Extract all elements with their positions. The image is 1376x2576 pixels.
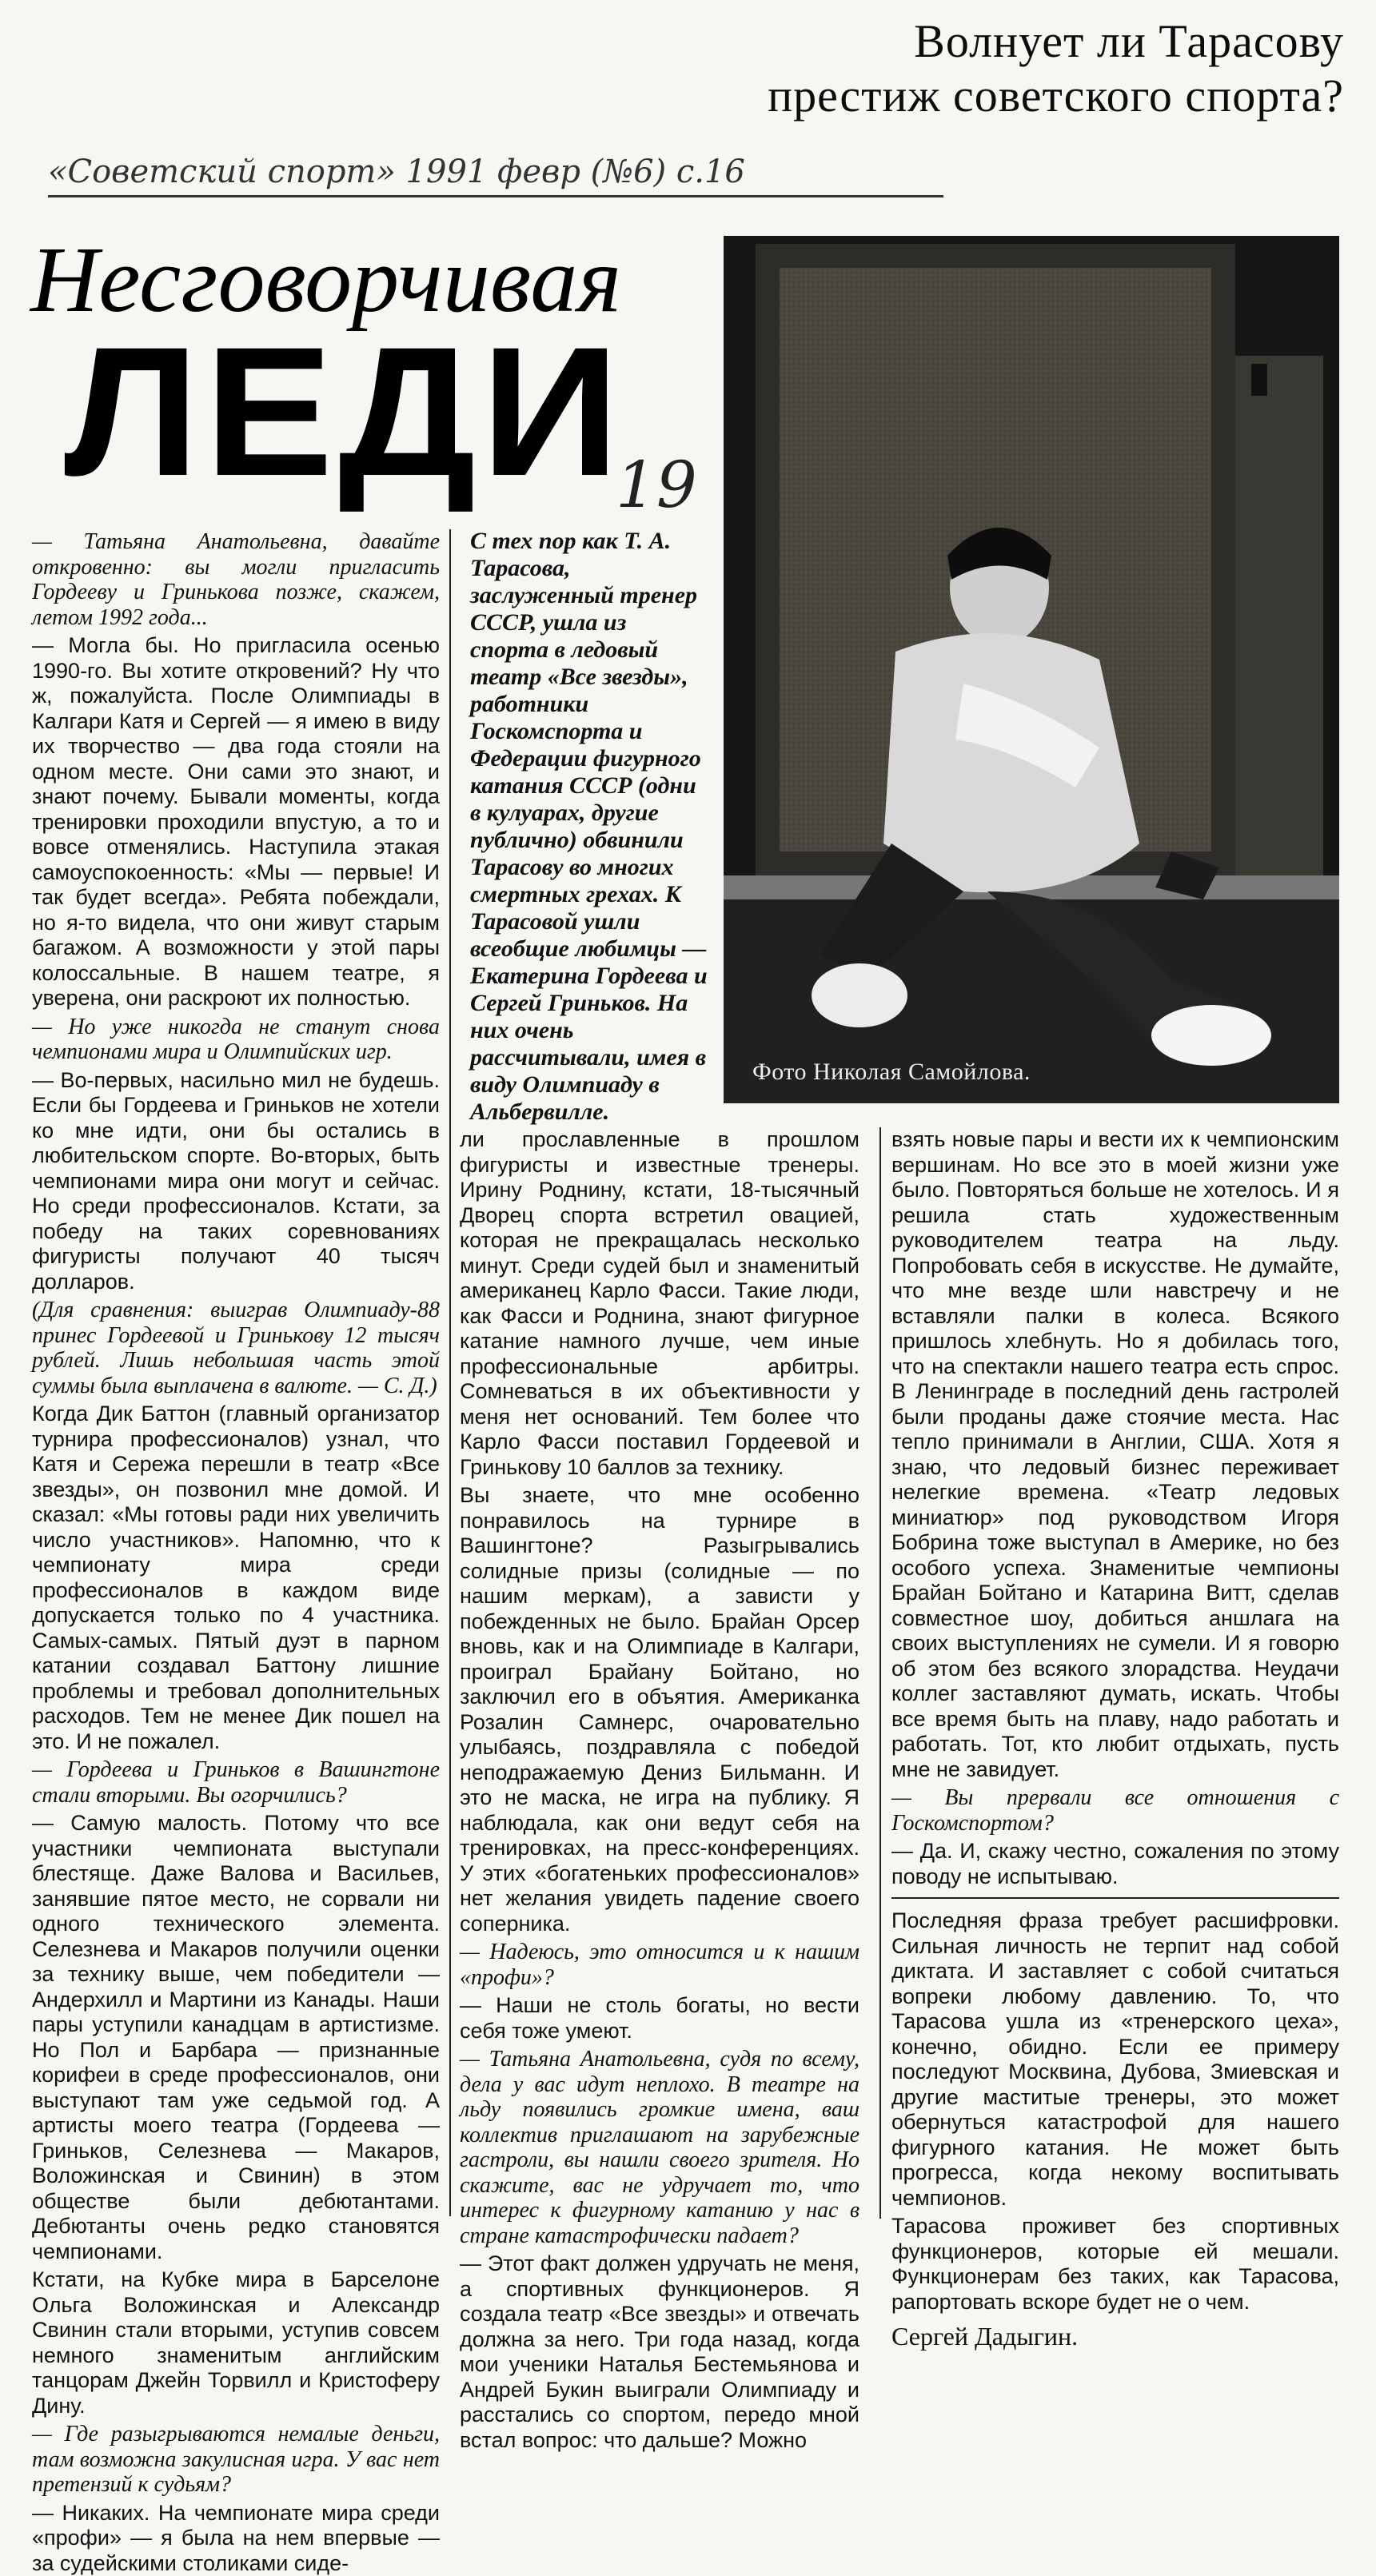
paragraph: — Надеюсь, это относится и к нашим «профи»? <box>460 1940 860 1990</box>
paragraph: — Да. И, скажу честно, сожаления по этому поводу не испытываю. <box>891 1839 1339 1889</box>
kicker-line-1: Волнует ли Тарасову <box>768 14 1344 69</box>
kicker-heading <box>768 14 1344 123</box>
author-signature: Сергей Дадыгин. <box>891 2324 1339 2350</box>
paragraph: — Но уже никогда не станут снова чемпионами мира и Олимпийских игр. <box>32 1015 440 1065</box>
section-divider <box>891 1897 1339 1899</box>
paragraph: — Этот факт должен удручать не меня, а спортивных функционеров. Я создала театр «Все звезды» и отвечать должна за него. Три года назад, когда мои ученики Наталья Бестемьянова и Андрей Букин выиграли Олимпиаду и расстались со спортом, передо мной встал вопрос: что дальше? Можно <box>460 2251 860 2453</box>
paragraph: — Могла бы. Но пригласила осенью 1990-го. Вы хотите откровений? Ну что ж, пожалуйста. После Олимпиады в Калгари Катя и Сергей — я имею в виду их творчество — два года стояли на одном месте. Они сами это знают, и знают почему. Бывали моменты, когда тренировки проходили впустую, а то и вовсе отменялись. Наступила этакая самоуспокоенность: «Мы — первые! И так будет всегда». Ребята побеждали, но я-то видела, что они живут старым багажом. А возможности у этой пары колоссальные. В нашем театре, я уверена, они раскроют их полностью. <box>32 633 440 1011</box>
paragraph: Вы знаете, что мне особенно понравилось на турнире в Вашингтоне? Разыгрывались солидные призы (солидные — по нашим меркам), а зависти у побежденных не было. Брайан Орсер вновь, как и на Олимпиаде в Калгари, проиграл Брайану Бойтано, но заключил его в объятия. Американка Розалин Самнерс, очаровательно улыбаясь, поздравляла с победой неподражаемую Дениз Бильманн. И это не маска, не игра на публику. Я наблюдала, как они ведут себя на тренировках, на пресс-конференциях. У этих «богатеньких профессионалов» нет желания увидеть падение своего соперника. <box>460 1483 860 1936</box>
source-note: «Советский спорт» 1991 февр (№6) с.16 <box>48 154 943 197</box>
paragraph: — Вы прервали все отношения с Госкомспортом? <box>891 1785 1339 1836</box>
column-rule-2 <box>879 1127 881 2219</box>
paragraph: Кстати, на Кубке мира в Барселоне Ольга Воложинская и Александр Свинин стали вторыми, уступив совсем немного знаменитым английским танцорам Джейн Торвилл и Кристоферу Дину. <box>32 2267 440 2418</box>
column-rule-1 <box>449 529 451 2216</box>
paragraph: Последняя фраза требует расшифровки. Сильная личность не терпит над собой диктата. И заставляет с собой считаться вопреки любому давлению. То, что Тарасова ушла из «тренерского цеха», конечно, обидно. Если ее примеру последуют Москвина, Дубова, Змиевская и другие маститые тренеры, это может обернуться катастрофой для нашего фигурного катания. Не может быть прогресса, когда некому воспитывать чемпионов. <box>891 1908 1339 2211</box>
headline-part-2: ЛЕДИ <box>64 320 624 504</box>
paragraph: Тарасова проживет без спортивных функционеров, которые ей мешали. Функционерам без таких, как Тарасова, рапортовать вскоре будет не о чем. <box>891 2214 1339 2315</box>
lead-paragraph: С тех пор как Т. А. Тарасова, заслуженный тренер СССР, ушла из спорта в ледовый театр «Все звезды», работники Госкомспорта и Федерации фигурного катания СССР (одни в кулуарах, другие публично) обвинили Тарасову во многих смертных грехах. К Тарасовой ушли всеобщие любимцы — Екатерина Гордеева и Сергей Гриньков. На них очень рассчитывали, имея в виду Олимпиаду в Альбервилле. <box>470 528 710 1126</box>
paragraph: — Гордеева и Гриньков в Вашингтоне стали вторыми. Вы огорчились? <box>32 1757 440 1808</box>
article-column-3 <box>891 1127 1339 2219</box>
article-column-2 <box>460 1127 860 2219</box>
paragraph: — Наши не столь богаты, но вести себя тоже умеют. <box>460 1993 860 2044</box>
paragraph: ли прославленные в прошлом фигуристы и известные тренеры. Ирину Роднину, кстати, 18-тысячный Дворец спорта встретил овацией, которая не прекращалась несколько минут. Среди судей был и знаменитый американец Карло Фасси. Такие люди, как Фасси и Роднина, знают фигурное катание намного лучше, чем иные профессиональные арбитры. Сомневаться в их объективности у меня нет оснований. Тем более что Карло Фасси поставил Гордеевой и Гринькову 10 баллов за технику. <box>460 1127 860 1480</box>
paragraph: — Татьяна Анатольевна, давайте откровенно: вы могли пригласить Гордееву и Гринькова позже, скажем, летом 1992 года... <box>32 529 440 630</box>
paragraph: — Татьяна Анатольевна, судя по всему, дела у вас идут неплохо. В театре на льду появились громкие имена, ваш коллектив приглашают на зарубежные гастроли, вы нашли своего зрителя. Но скажите, вас не удручает то, что интерес к фигурному катанию у нас в стране катастрофически падает? <box>460 2047 860 2248</box>
photo-illustration <box>724 236 1339 1103</box>
paragraph: — Самую малость. Потому что все участники чемпионата выступали блестяще. Даже Валова и Васильев, занявшие пятое место, не сорвали ни одного технического элемента. Селезнева и Макаров получили оценки за технику выше, чем победители — Андерхилл и Мартини из Канады. Наши пары уступили канадцам в артистизме. Но Пол и Барбара — признанные корифеи в среде профессионалов, они выступают там уже седьмой год. А артисты моего театра (Гордеева — Гриньков, Селезнева — Макаров, Воложинская и Свинин) в этом обществе были дебютантами. Дебютанты очень редко становятся чемпионами. <box>32 1811 440 2264</box>
paragraph: (Для сравнения: выиграв Олимпиаду-88 принес Гордеевой и Гринькову 12 тысяч рублей. Лишь небольшая часть этой суммы была выплачена в валюте. — С. Д.) <box>32 1298 440 1398</box>
paragraph: — Во-первых, насильно мил не будешь. Если бы Гордеева и Гриньков не хотели ко мне идти, они бы остались в любительском спорте. Во-вторых, быть чемпионами мира они могут и сейчас. Но среди профессионалов. Кстати, за победу на таких соревнованиях фигуристы получают 40 тысяч долларов. <box>32 1068 440 1295</box>
paragraph: — Где разыгрываются немалые деньги, там возможна закулисная игра. У вас нет претензий к судьям? <box>32 2422 440 2498</box>
photo-caption: Фото Николая Самойлова. <box>752 1059 1031 1086</box>
kicker-line-2: престиж советского спорта? <box>768 69 1344 123</box>
page-mark: 19 <box>616 448 697 522</box>
headline-part-1: Несговорчивая <box>30 232 621 328</box>
paragraph: Когда Дик Баттон (главный организатор турнира профессионалов) узнал, что Катя и Сережа перешли в театр «Все звезды», он позвонил мне домой. И сказал: «Мы готовы ради них увеличить число участников». Напомню, что к чемпионату мира среди профессионалов в каждом виде допускается только по 4 участника. Самых-самых. Пятый дуэт в парном катании создавал Баттону лишние проблемы и требовал дополнительных расходов. Тем не менее Дик пошел на это. И не пожалел. <box>32 1402 440 1754</box>
photo <box>724 236 1339 1103</box>
paragraph: взять новые пары и вести их к чемпионским вершинам. Но все это в моей жизни уже было. Повторяться больше не хотелось. И я решила стать художественным руководителем театра на льду. Попробовать себя в искусстве. Не думайте, что мне везде шли навстречу и не вставляли палки в колеса. Всякого пришлось хлебнуть. Но я добилась того, что на спектакли нашего театра есть спрос. В Ленинграде в последний день гастролей были проданы даже стоячие места. Нас тепло принимали в Англии, США. Хотя я знаю, что ледовый бизнес переживает нелегкие времена. «Театр ледовых миниатюр» под руководством Игоря Бобрина тоже выступал в Америке, но без особого успеха. Знаменитые чемпионы Брайан Бойтано и Катарина Витт, сделав совместное шоу, добиться аншлага на своих выступлениях не сумели. И я говорю об этом без всякого злорадства. Неудачи коллег заставляют думать, искать. Чтобы все время быть на плаву, надо работать и работать. Тот, кто любит отдыхать, пусть мне не завидует. <box>891 1127 1339 1782</box>
paragraph: — Никаких. На чемпионате мира среди «профи» — я была на нем впервые — за судейскими столиками сиде- <box>32 2501 440 2576</box>
article-column-1 <box>32 529 440 2216</box>
